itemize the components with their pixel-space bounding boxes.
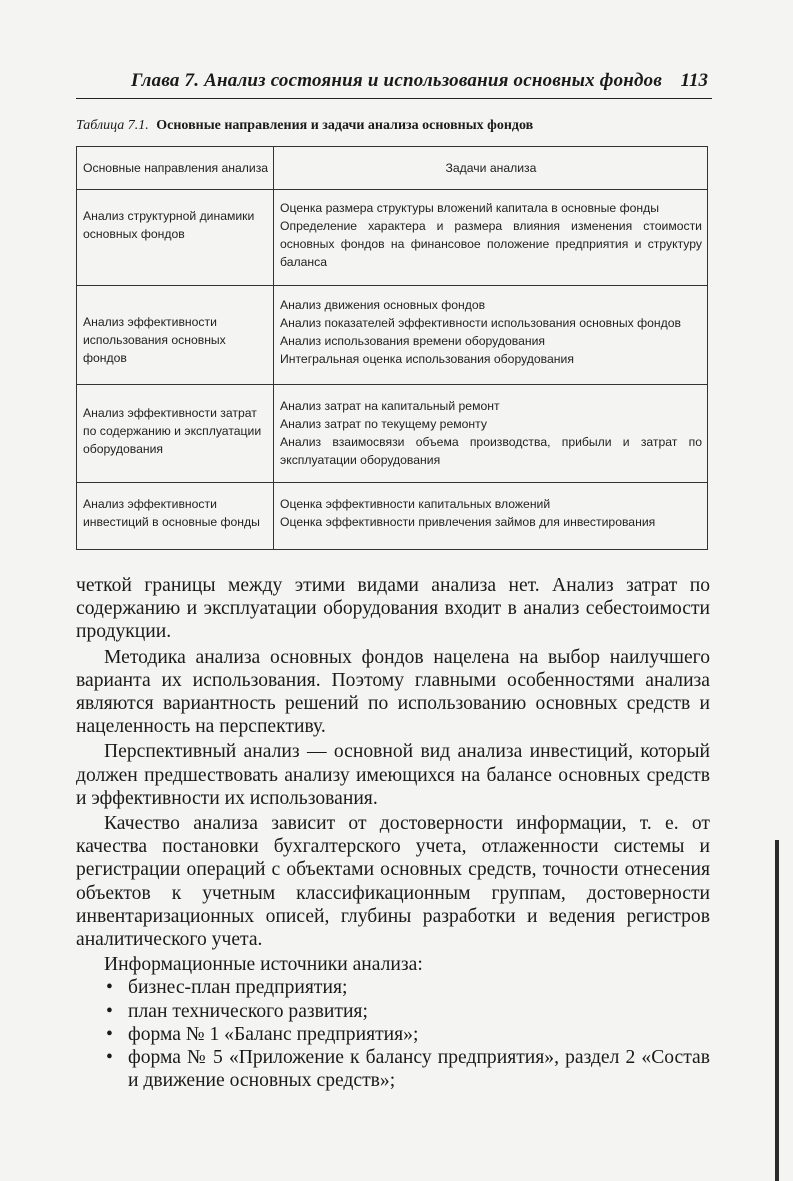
table-caption-number: Таблица 7.1. [76,118,149,133]
table-row [77,483,707,549]
task-item: Оценка эффективности капитальных вложений [280,497,551,511]
tasks-cell [280,495,702,531]
direction-cell: Анализ структурной динамики основных фондов [83,209,255,241]
table-row [77,286,707,385]
table-caption-text: Основные направления и задачи анализа основных фондов [156,118,534,133]
page-number: 113 [680,70,708,91]
analysis-table [76,146,708,550]
direction-cell: Анализ эффективности использования основных фондов [83,315,226,365]
tasks-cell [280,397,702,469]
task-item: Анализ затрат на капитальный ремонт [280,399,500,413]
task-item: Оценка размера структуры вложений капитала в основные фонды [280,201,659,215]
task-item: Анализ показателей эффективности использования основных фондов [280,316,681,330]
paragraph: четкой границы между этими видами анализа нет. Анализ затрат по содержанию и эксплуатации оборудования входит в анализ себестоимости продукции. [76,575,710,643]
sources-list [76,976,710,1092]
page-header [76,64,712,99]
task-item: Анализ взаимосвязи объема производства, прибыли и затрат по эксплуатации оборудования [280,435,702,467]
tasks-cell [280,199,702,271]
list-item: • бизнес-план предприятия; [76,976,710,999]
paragraph: Качество анализа зависит от достоверности информации, т. е. от качества постановки бухгалтерского учета, отлаженности системы и регистрации операций с объектами основных средств, точности отнесения объектов к учетным классификационным группам, достоверности инвентаризационных описей, глубины разработки и ведения регистров аналитического учета. [76,813,710,951]
task-item: Интегральная оценка использования оборудования [280,352,574,366]
task-item: Анализ использования времени оборудования [280,334,545,348]
list-item: • форма № 5 «Приложение к балансу предприятия», раздел 2 «Состав и движение основных средств»; [76,1046,710,1092]
sources-intro: Информационные источники анализа: [104,954,423,976]
column-header-directions: Основные направления анализа [83,161,269,175]
body-text [76,574,710,1092]
table-caption [76,118,712,134]
task-item: Оценка эффективности привлечения займов для инвестирования [280,515,656,529]
paragraph: Перспективный анализ — основной вид анализа инвестиций, который должен предшествовать анализу имеющихся на балансе основных средств и эффективности их использования. [76,741,710,809]
task-item: Определение характера и размера влияния изменения стоимости основных фондов на финансовое положение предприятия и структуру баланса [280,219,702,269]
column-header-tasks: Задачи анализа [445,161,537,175]
table-header-row [77,147,707,190]
scan-edge-shadow [775,840,779,1181]
tasks-cell [280,296,702,368]
table-row [77,190,707,286]
table-row [77,385,707,483]
chapter-title: Глава 7. Анализ состояния и использования основных фондов [131,70,663,91]
list-item: • форма № 1 «Баланс предприятия»; [76,1023,710,1046]
direction-cell: Анализ эффективности затрат по содержанию и эксплуатации оборудования [83,406,262,456]
task-item: Анализ затрат по текущему ремонту [280,417,487,431]
direction-cell: Анализ эффективности инвестиций в основные фонды [83,497,260,529]
paragraph: Методика анализа основных фондов нацелена на выбор наилучшего варианта их использования. Поэтому главными особенностями анализа являются вариантность решений по использованию основных средств и нацеленность на перспективу. [76,646,710,738]
task-item: Анализ движения основных фондов [280,298,486,312]
list-item: • план технического развития; [76,1000,710,1023]
